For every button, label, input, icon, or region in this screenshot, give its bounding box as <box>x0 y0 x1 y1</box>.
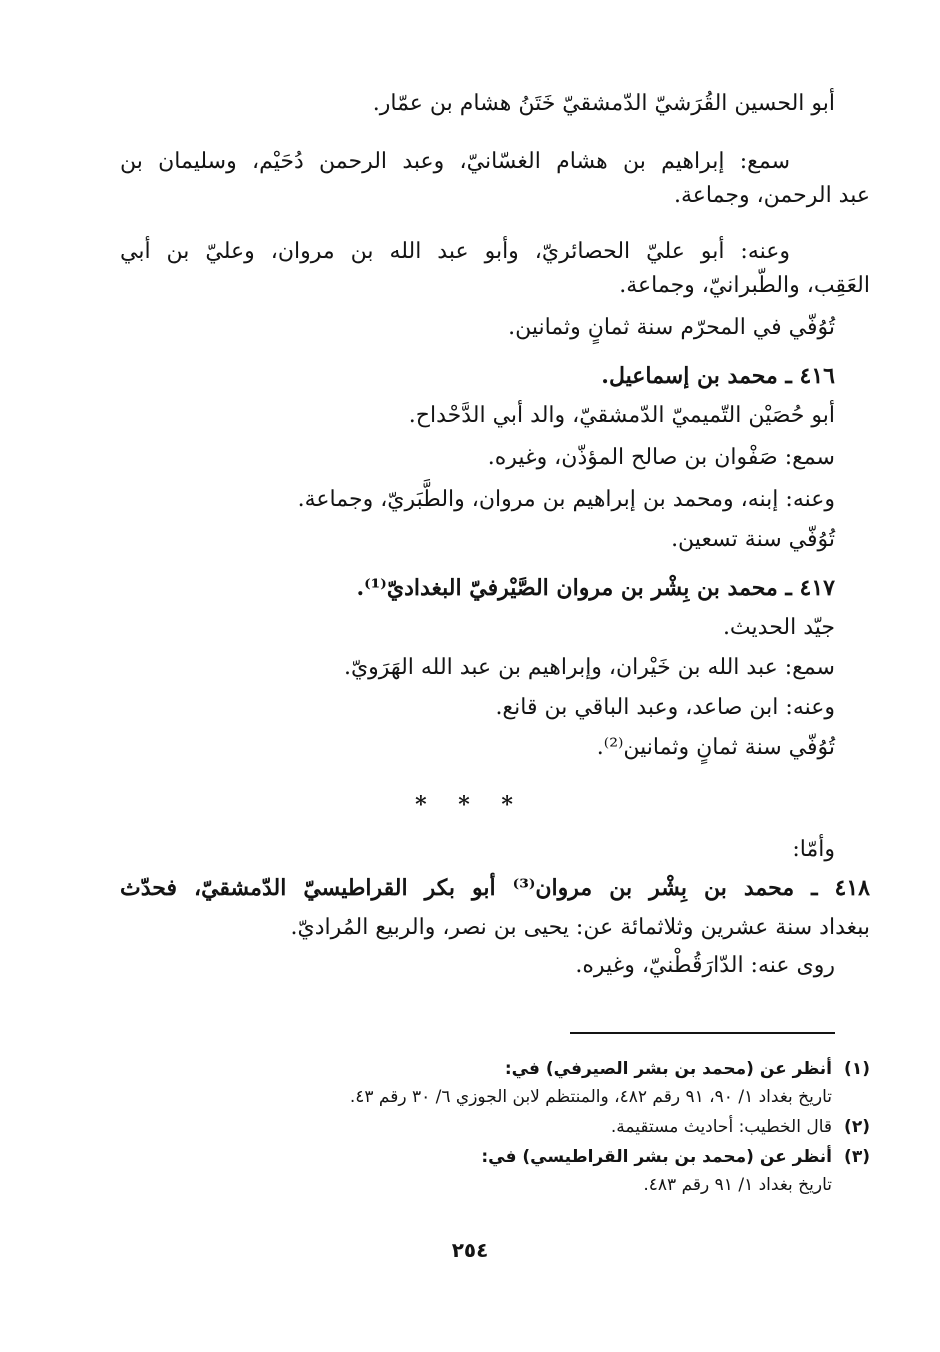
entry-heading-417: ٤١٧ ـ محمد بن بِشْر بن مروان الصَّيْرفيّ البغداديّ⁽¹⁾. <box>356 575 835 601</box>
text-line: ببغداد سنة عشرين وثلاثمائة عن: يحيى بن نصر، والربيع المُراديّ. <box>290 915 870 940</box>
footnote-text: أنظر عن (محمد بن بشر القراطيسي) في: <box>481 1147 832 1167</box>
footnote-text: تاريخ بغداد ١/ ٩٠، ٩١ رقم ٤٨٢، والمنتظم لابن الجوزي ٦/ ٣٠ رقم ٤٣. <box>349 1087 832 1107</box>
footnote-text: قال الخطيب: أحاديث مستقيمة. <box>610 1117 832 1137</box>
text-line: سمع: إبراهيم بن هشام الغسّانيّ، وعبد الرحمن دُحَيْم، وسليمان بن <box>120 149 790 174</box>
text-line: تُوُفّي في المحرّم سنة ثمانٍ وثمانين. <box>508 315 835 340</box>
entry-heading-418: ٤١٨ ـ محمد بن بِشْر بن مروان⁽³⁾ أبو بكر القراطيسيّ الدّمشقيّ، فحدّث <box>120 875 870 901</box>
text-line: تُوُفّي سنة تسعين. <box>671 527 835 552</box>
entry-heading-416: ٤١٦ ـ محمد بن إسماعيل. <box>601 363 835 389</box>
footnote-number: (١) <box>844 1059 870 1079</box>
footnote-number: (٣) <box>844 1147 870 1167</box>
text-line: سمع: صَفْوان بن صالح المؤذّن، وغيره. <box>487 445 835 470</box>
footnote-text: أنظر عن (محمد بن بشر الصيرفي) في: <box>504 1059 832 1079</box>
text-line: وعنه: أبو عليّ الحصائريّ، وأبو عبد الله بن مروان، وعليّ بن أبي <box>120 239 790 264</box>
text-line: العَقِب، والطّبرانيّ، وجماعة. <box>619 273 870 298</box>
text-line: سمع: عبد الله بن خَيْران، وإبراهيم بن عبد الله الهَرَويّ. <box>343 655 835 680</box>
text-line: أبو حُصَيْن التّميميّ الدّمشقيّ، والد أبي الدَّحْداح. <box>408 403 835 428</box>
page-number: ٢٥٤ <box>451 1238 489 1262</box>
footnote-number: (٢) <box>844 1117 870 1137</box>
footnote-1 <box>505 1056 870 1082</box>
footnote-2 <box>611 1114 870 1140</box>
text-line: جيّد الحديث. <box>722 615 835 640</box>
text-line: وأمّا: <box>792 837 835 862</box>
footnote-text: تاريخ بغداد ١/ ٩١ رقم ٤٨٣. <box>643 1175 832 1195</box>
text-line: عبد الرحمن، وجماعة. <box>674 183 870 208</box>
text-line: تُوُفّي سنة ثمانٍ وثمانين⁽²⁾. <box>596 735 835 760</box>
footnote-divider <box>570 1032 835 1034</box>
text-line: وعنه: إبنه، ومحمد بن إبراهيم بن مروان، والطَّبَريّ، وجماعة. <box>297 487 835 512</box>
text-line: أبو الحسين القُرَشيّ الدّمشقيّ خَتَنُ هشام بن عمّار. <box>372 91 835 116</box>
section-separator: * * * <box>415 792 525 818</box>
footnote-3 <box>481 1144 870 1170</box>
text-line: روى عنه: الدّارَقُطْنيّ، وغيره. <box>575 953 835 978</box>
text-line: وعنه: ابن صاعد، وعبد الباقي بن قانع. <box>495 695 835 720</box>
